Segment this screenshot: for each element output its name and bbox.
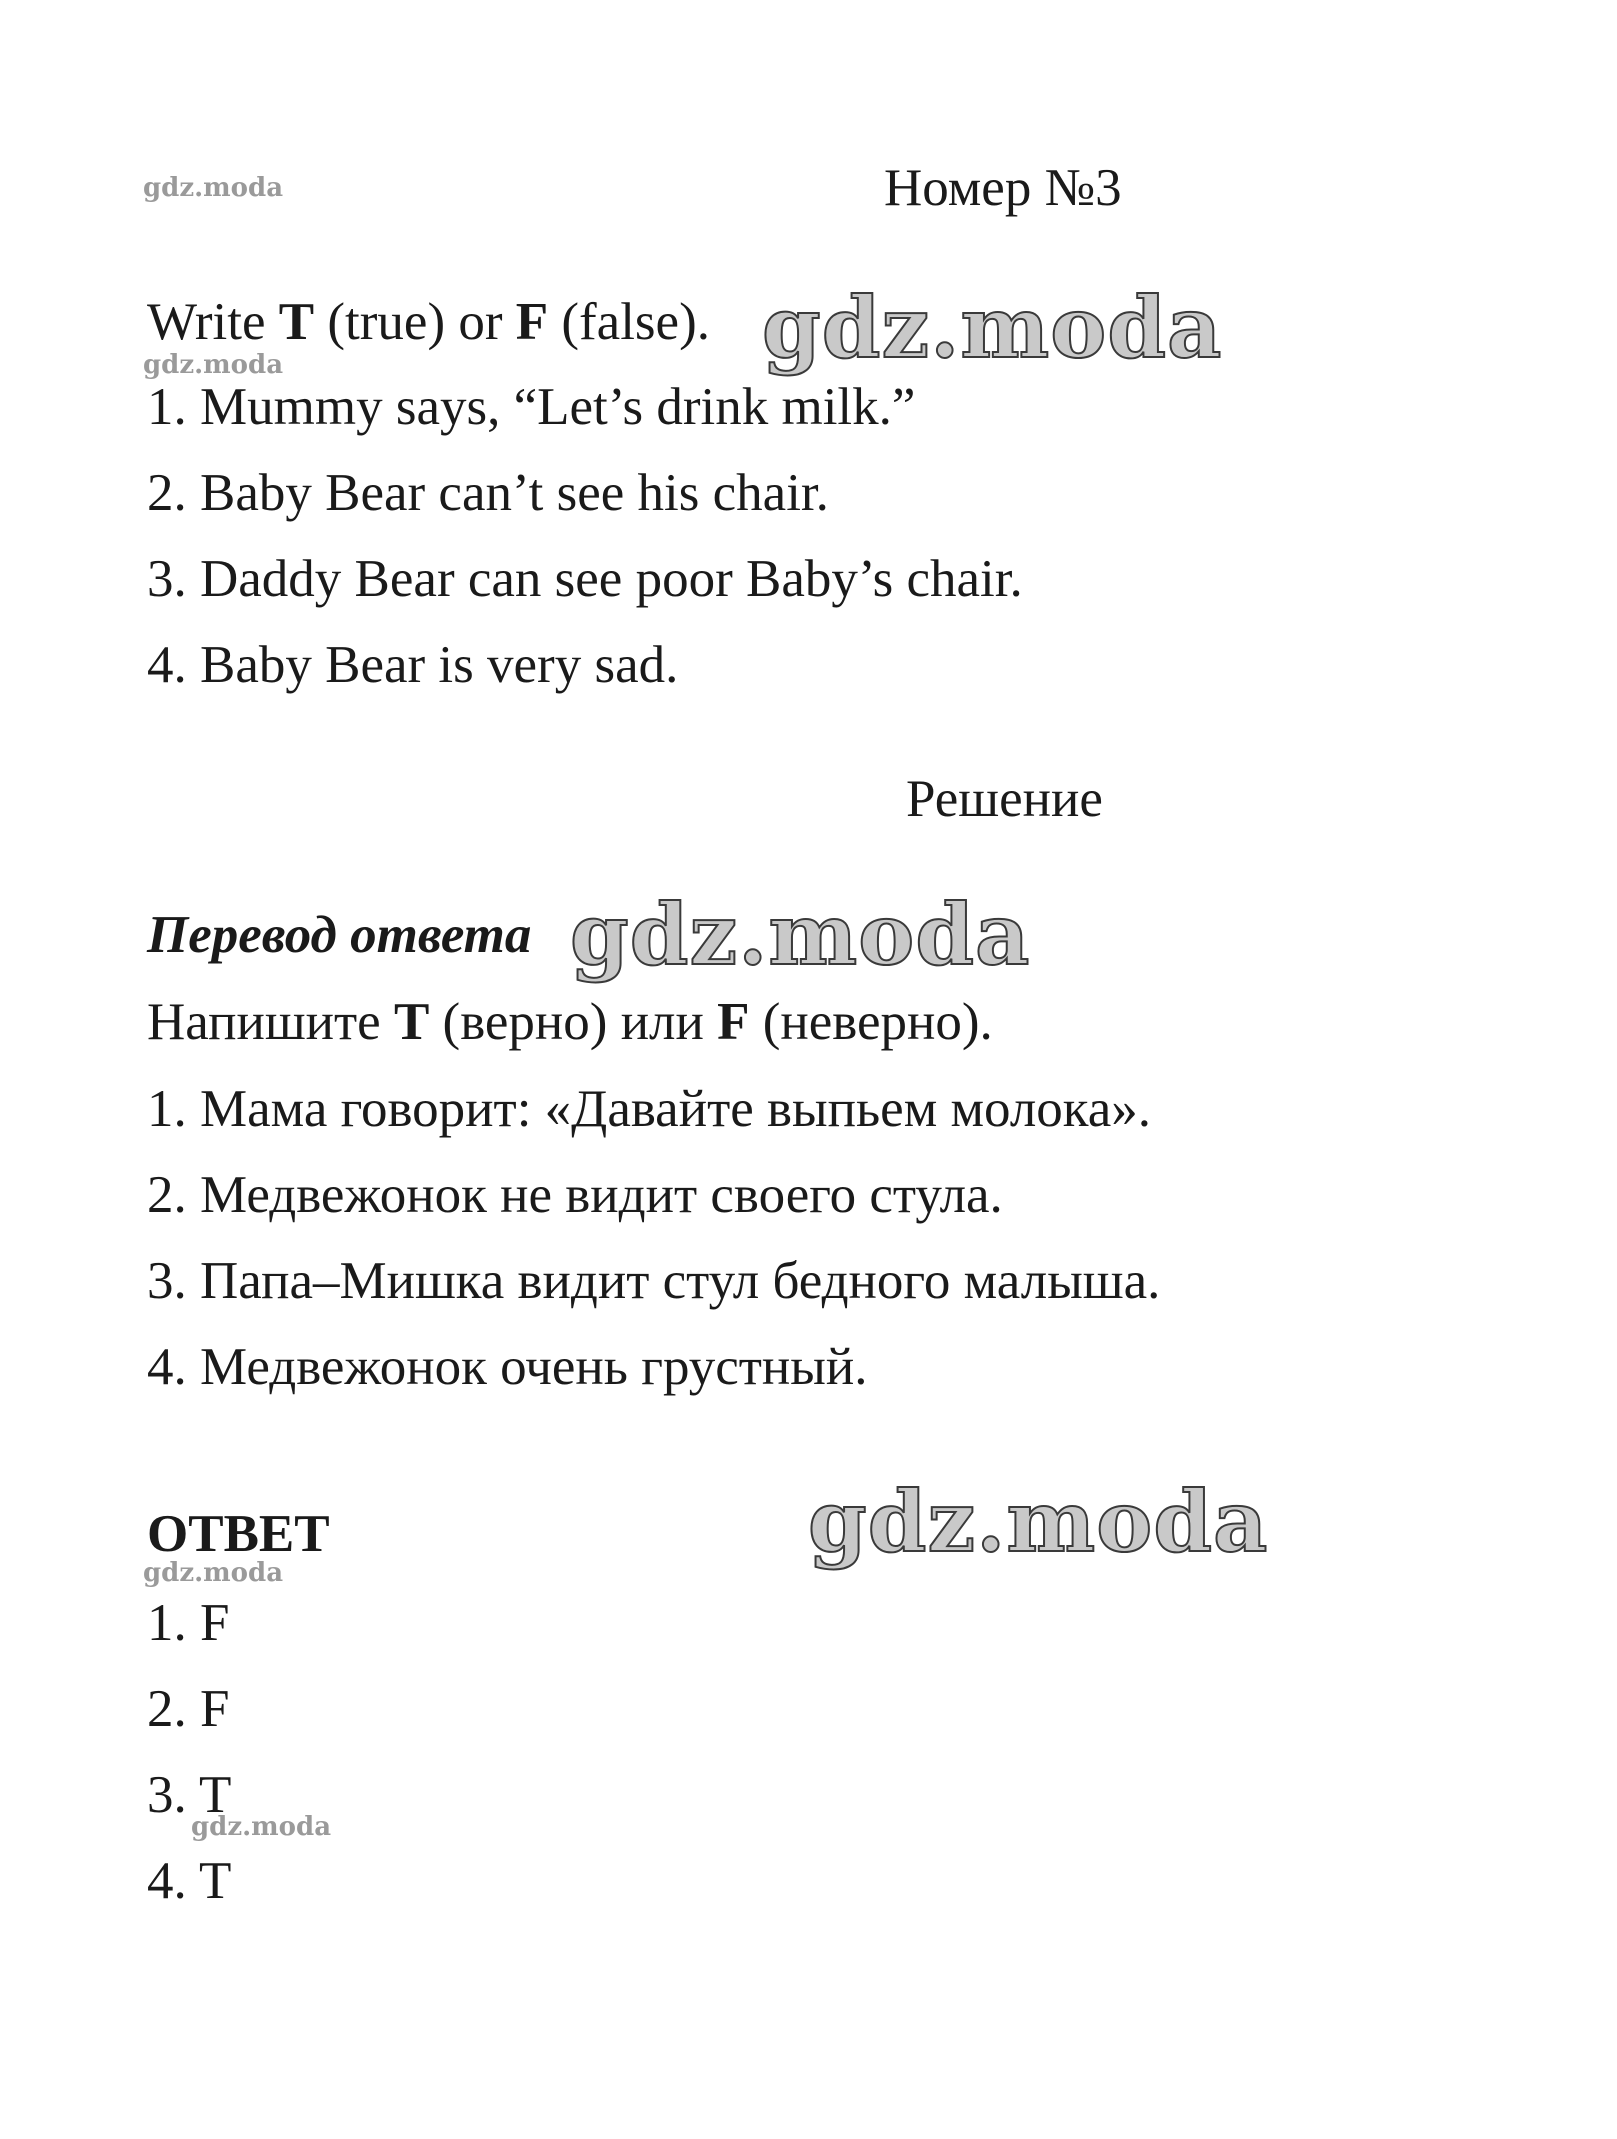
task-item: 3. Daddy Bear can see poor Baby’s chair.: [147, 550, 1023, 608]
instruction-t-letter: T: [393, 993, 430, 1051]
answer-item: 3. T: [147, 1766, 232, 1824]
instruction-text: Write: [147, 293, 279, 351]
watermark-small: gdz.moda: [143, 350, 284, 380]
translation-item: 4. Медвежонок очень грустный.: [147, 1338, 868, 1396]
page-title: Номер №3: [884, 159, 1122, 217]
translation-instruction: [147, 993, 993, 1051]
watermark-small: gdz.moda: [191, 1812, 332, 1842]
instruction-f-letter: F: [515, 293, 549, 351]
instruction-text: (false).: [548, 293, 710, 351]
solution-heading: Решение: [906, 770, 1103, 828]
instruction-text: Напишите: [147, 993, 394, 1051]
translation-heading: Перевод ответа: [147, 906, 532, 964]
answer-heading: ОТВЕТ: [147, 1505, 330, 1563]
watermark-small: gdz.moda: [143, 1558, 284, 1588]
task-item: 4. Baby Bear is very sad.: [147, 636, 679, 694]
task-instruction: [147, 293, 710, 351]
watermark-large: gdz.moda: [762, 278, 1223, 377]
task-item: 1. Mummy says, “Let’s drink milk.”: [147, 378, 916, 436]
watermark-large: gdz.moda: [570, 885, 1031, 984]
instruction-text: (true) or: [314, 293, 516, 351]
instruction-text: (неверно).: [749, 993, 993, 1051]
task-item: 2. Baby Bear can’t see his chair.: [147, 464, 829, 522]
instruction-text: (верно) или: [429, 993, 718, 1051]
translation-item: 3. Папа–Мишка видит стул бедного малыша.: [147, 1252, 1161, 1310]
translation-item: 2. Медвежонок не видит своего стула.: [147, 1166, 1003, 1224]
watermark-large: gdz.moda: [808, 1472, 1269, 1571]
instruction-t-letter: T: [278, 293, 315, 351]
answer-item: 2. F: [147, 1680, 230, 1738]
translation-item: 1. Мама говорит: «Давайте выпьем молока».: [147, 1080, 1151, 1138]
instruction-f-letter: F: [717, 993, 750, 1051]
watermark-small: gdz.moda: [143, 173, 284, 203]
answer-item: 4. T: [147, 1852, 232, 1910]
answer-item: 1. F: [147, 1594, 230, 1652]
